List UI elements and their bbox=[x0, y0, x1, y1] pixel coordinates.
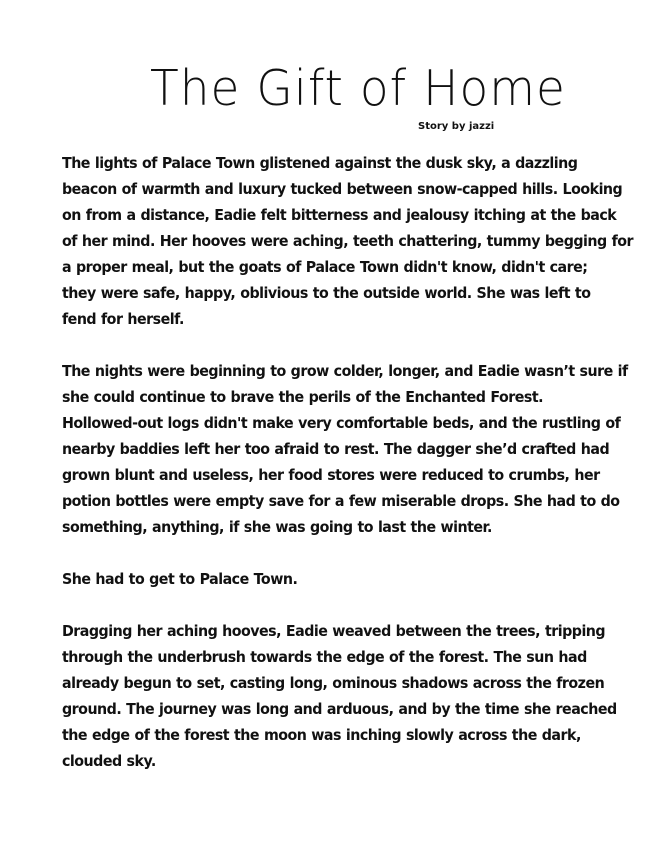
text-line: she could continue to brave the perils of the Enchanted Forest. bbox=[62, 388, 544, 406]
text-line: Hollowed-out logs didn't make very comfortable beds, and the rustling of bbox=[62, 414, 621, 432]
text-line: fend for herself. bbox=[62, 310, 184, 328]
text-line: already begun to set, casting long, ominous shadows across the frozen bbox=[62, 674, 605, 692]
text-line: something, anything, if she was going to last the winter. bbox=[62, 518, 492, 536]
text-line: ground. The journey was long and arduous, and by the time she reached bbox=[62, 700, 617, 718]
story-body bbox=[62, 150, 634, 800]
text-line: on from a distance, Eadie felt bitterness and jealousy itching at the back bbox=[62, 206, 617, 224]
paragraph-3 bbox=[62, 566, 622, 592]
text-line: grown blunt and useless, her food stores were reduced to crumbs, her bbox=[62, 466, 600, 484]
paragraph-2 bbox=[62, 358, 628, 540]
text-line: She had to get to Palace Town. bbox=[62, 570, 298, 588]
text-line: The lights of Palace Town glistened against the dusk sky, a dazzling bbox=[62, 154, 578, 172]
text-line: a proper meal, but the goats of Palace Town didn't know, didn't care; bbox=[62, 258, 588, 276]
paragraph-4 bbox=[62, 618, 622, 774]
text-line: The nights were beginning to grow colder, longer, and Eadie wasn’t sure if bbox=[62, 362, 628, 380]
text-line: of her mind. Her hooves were aching, teeth chattering, tummy begging for bbox=[62, 232, 634, 250]
text-line: they were safe, happy, oblivious to the outside world. She was left to bbox=[62, 284, 591, 302]
text-line: beacon of warmth and luxury tucked between snow-capped hills. Looking bbox=[62, 180, 623, 198]
text-line: Dragging her aching hooves, Eadie weaved between the trees, tripping bbox=[62, 622, 606, 640]
text-line: nearby baddies left her too afraid to rest. The dagger she’d crafted had bbox=[62, 440, 610, 458]
text-line: through the underbrush towards the edge of the forest. The sun had bbox=[62, 648, 587, 666]
text-line: the edge of the forest the moon was inching slowly across the dark, bbox=[62, 726, 581, 744]
story-title: The Gift of Home bbox=[150, 60, 566, 118]
text-line: potion bottles were empty save for a few miserable drops. She had to do bbox=[62, 492, 620, 510]
text-line: clouded sky. bbox=[62, 752, 156, 770]
story-byline: Story by jazzi bbox=[418, 121, 495, 132]
paragraph-1 bbox=[62, 150, 634, 332]
